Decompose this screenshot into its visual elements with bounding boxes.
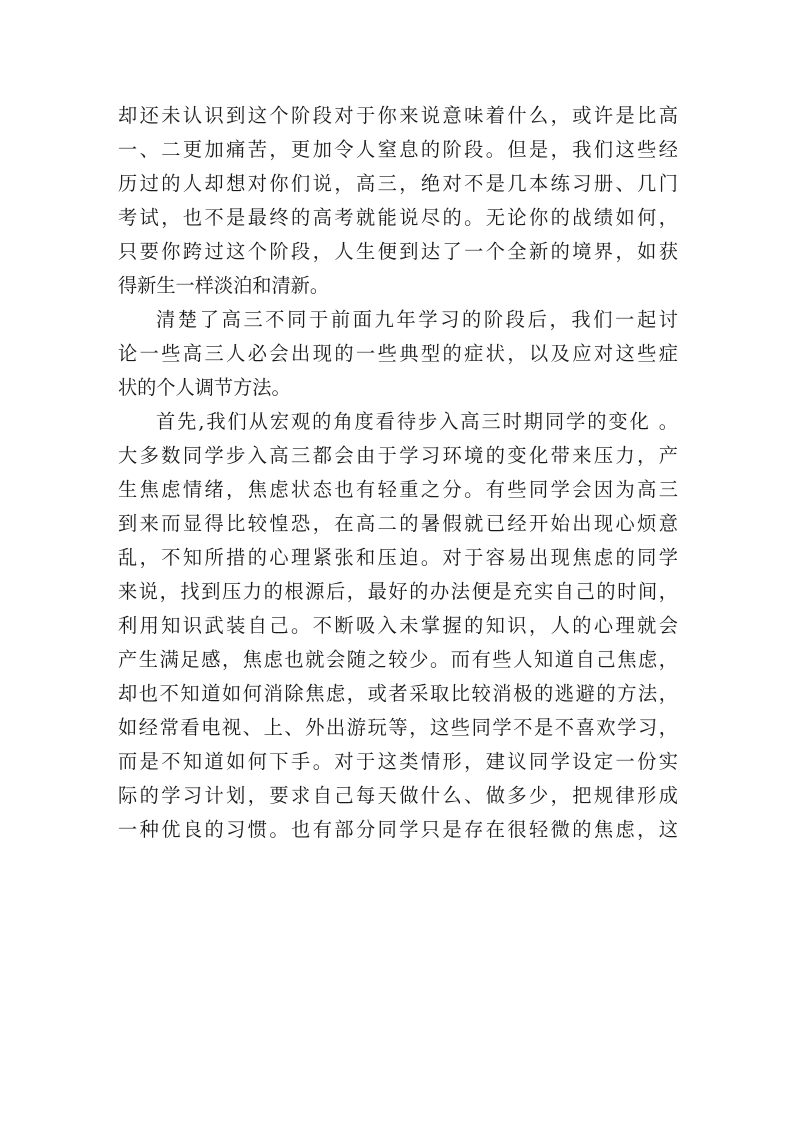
text-line: 一、二更加痛苦，更加令人窒息的阶段。但是，我们这些经 (118, 138, 678, 161)
text-line: 却也不知道如何消除焦虑，或者采取比较消极的逃避的方法， (118, 682, 678, 705)
text-line: 而是不知道如何下手。对于这类情形，建议同学设定一份实 (118, 750, 678, 773)
text-line: 历过的人却想对你们说，高三，绝对不是几本练习册、几门 (118, 172, 678, 195)
text-line: 利用知识武装自己。不断吸入未掌握的知识，人的心理就会 (118, 614, 678, 637)
body-text (118, 99, 678, 847)
text-line: 首先,我们从宏观的角度看待步入高三时期同学的变化 。 (156, 410, 678, 433)
text-line: 际的学习计划，要求自己每天做什么、做多少，把规律形成 (118, 784, 678, 807)
text-line: 大多数同学步入高三都会由于学习环境的变化带来压力，产 (118, 444, 678, 467)
text-line: 得新生一样淡泊和清新。 (118, 274, 330, 297)
text-line: 生焦虑情绪，焦虑状态也有轻重之分。有些同学会因为高三 (118, 478, 678, 501)
text-line: 却还未认识到这个阶段对于你来说意味着什么，或许是比高 (118, 104, 678, 127)
text-line: 清楚了高三不同于前面九年学习的阶段后，我们一起讨 (156, 308, 678, 331)
text-line: 如经常看电视、上、外出游玩等，这些同学不是不喜欢学习， (118, 716, 678, 739)
text-line: 一种优良的习惯。也有部分同学只是存在很轻微的焦虑，这 (118, 818, 678, 841)
text-line: 来说，找到压力的根源后，最好的办法便是充实自己的时间， (118, 580, 678, 603)
text-line: 只要你跨过这个阶段，人生便到达了一个全新的境界，如获 (118, 240, 678, 263)
paragraph-2 (118, 303, 678, 405)
text-line: 考试，也不是最终的高考就能说尽的。无论你的战绩如何， (118, 206, 678, 229)
text-line: 乱，不知所措的心理紧张和压迫。对于容易出现焦虑的同学 (118, 546, 678, 569)
text-line: 产生满足感，焦虑也就会随之较少。而有些人知道自己焦虑， (118, 648, 678, 671)
text-line: 论一些高三人必会出现的一些典型的症状，以及应对这些症 (118, 342, 678, 365)
paragraph-3 (118, 405, 678, 847)
paragraph-1 (118, 99, 678, 303)
text-line: 到来而显得比较惶恐，在高二的暑假就已经开始出现心烦意 (118, 512, 678, 535)
text-line: 状的个人调节方法。 (118, 376, 291, 399)
